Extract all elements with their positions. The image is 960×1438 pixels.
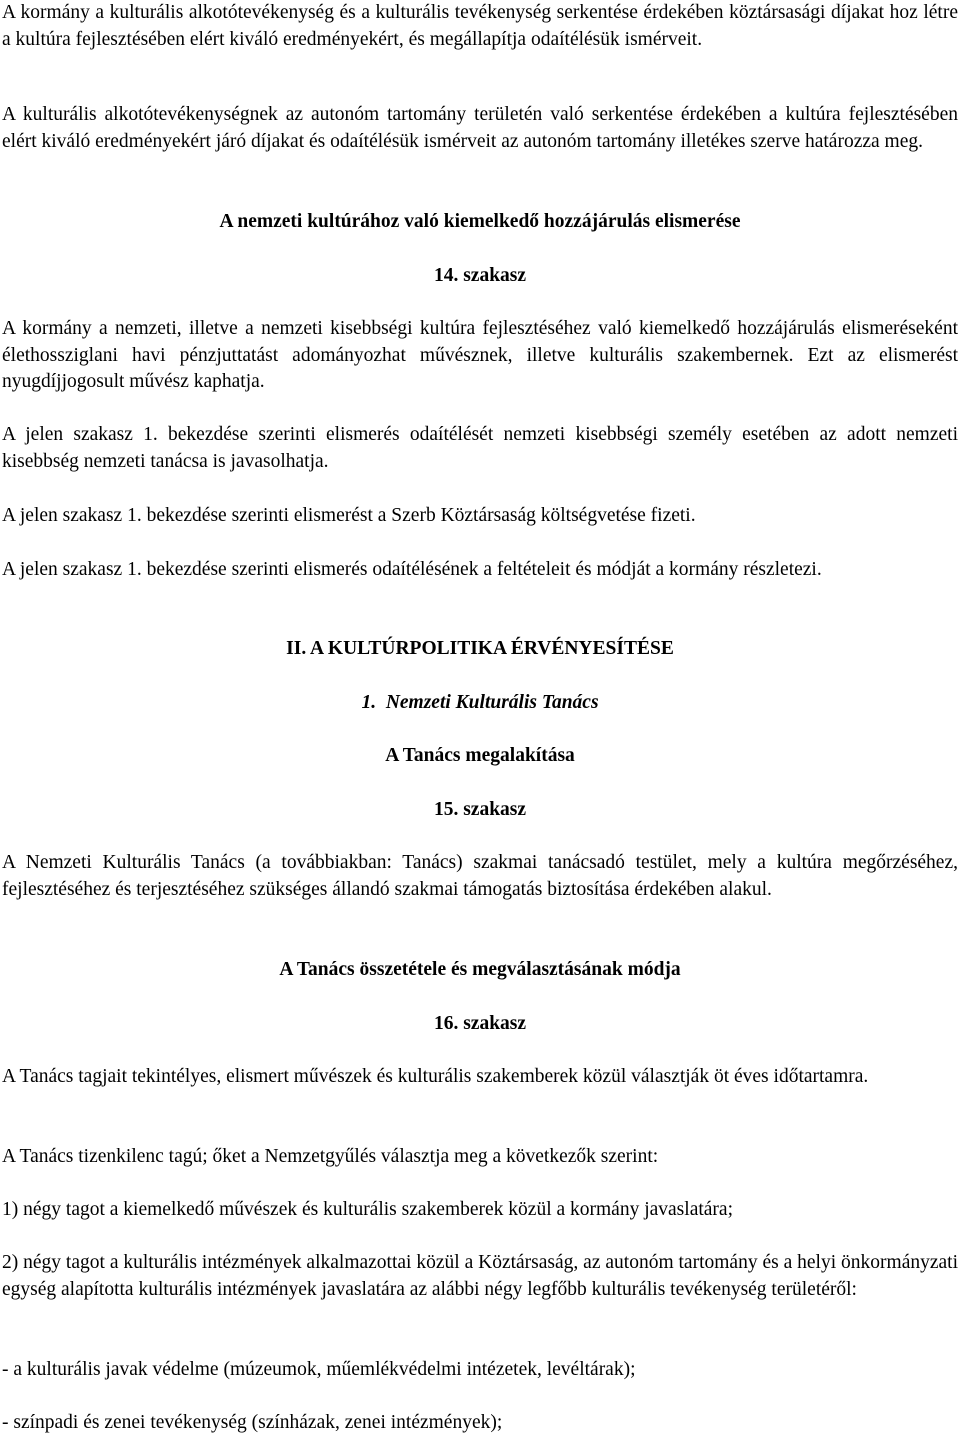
- section-14-title: [2, 209, 958, 236]
- section-16-number: [2, 1011, 958, 1038]
- section-heading: A nemzeti kultúrához való kiemelkedő hozzájárulás elismerése: [219, 211, 741, 232]
- paragraph-budget: [2, 503, 958, 530]
- paragraph-autonomous-province: [2, 102, 958, 155]
- paragraph-text: A Tanács tagjait tekintélyes, elismert művészek és kulturális szakemberek közül választják öt éves időtartamra.: [2, 1066, 869, 1087]
- paragraph-text: A Nemzeti Kulturális Tanács (a továbbiakban: Tanács) szakmai tanácsadó testület, mely a kultúra megőrzéséhez, fejlesztéséhez és terjesztéséhez szükséges állandó szakmai támogatás biztosítása érdekében alakul.: [2, 852, 958, 900]
- paragraph-text: A kormány a nemzeti, illetve a nemzeti kisebbségi kultúra fejlesztéséhez való kiemelkedő hozzájárulás elismeréseként élethossziglani havi pénzjuttatást adományozhat művésznek, illetve kulturális szakembernek. Ezt az elismerést nyugdíjjogosult művész kaphatja.: [2, 318, 958, 392]
- chapter-number: 1.: [361, 692, 377, 713]
- paragraph-conditions: [2, 557, 958, 584]
- paragraph-text: A jelen szakasz 1. bekezdése szerinti elismerés odaítélésének a feltételeit és módját a kormány részletezi.: [2, 559, 822, 580]
- paragraph-nineteen-members: [2, 1144, 958, 1171]
- part-heading: II. A KULTÚRPOLITIKA ÉRVÉNYESÍTÉSE: [286, 638, 674, 659]
- section-15-title: [2, 743, 958, 770]
- section-heading: A Tanács összetétele és megválasztásának módja: [279, 959, 681, 980]
- list-item-1: [2, 1197, 958, 1224]
- paragraph-awards: [2, 0, 958, 53]
- section-number: 14. szakasz: [433, 265, 527, 286]
- section-14-number: [2, 263, 958, 290]
- list-item-text: 2) négy tagot a kulturális intézmények alkalmazottai közül a Köztársaság, az autonóm tartomány és a helyi önkormányzati egység alapította kulturális intézmények javaslatára az alábbi négy legfőbb kulturális tevékenység területéről:: [2, 1252, 958, 1300]
- bullet-item-text: - színpadi és zenei tevékenység (színházak, zenei intézmények);: [2, 1412, 503, 1433]
- section-number: 16. szakasz: [433, 1013, 527, 1034]
- chapter-1-title: [2, 690, 958, 717]
- paragraph-members-term: [2, 1064, 958, 1091]
- paragraph-minority-nomination: [2, 422, 958, 475]
- bullet-item-cultural-heritage: [2, 1357, 958, 1384]
- list-item-text: 1) négy tagot a kiemelkedő művészek és kulturális szakemberek közül a kormány javaslatára;: [2, 1199, 733, 1220]
- paragraph-text: A Tanács tizenkilenc tagú; őket a Nemzetgyűlés választja meg a következők szerint:: [2, 1146, 659, 1167]
- list-item-2: [2, 1250, 958, 1303]
- section-15-number: [2, 797, 958, 824]
- paragraph-council-definition: [2, 850, 958, 903]
- paragraph-lifetime-allowance: [2, 316, 958, 396]
- bullet-item-text: - a kulturális javak védelme (múzeumok, műemlékvédelmi intézetek, levéltárak);: [2, 1359, 636, 1380]
- paragraph-text: A jelen szakasz 1. bekezdése szerinti elismerés odaítélését nemzeti kisebbségi személy esetében az adott nemzeti kisebbség nemzeti tanácsa is javasolhatja.: [2, 424, 958, 472]
- paragraph-text: A kulturális alkotótevékenységnek az autonóm tartomány területén való serkentése érdekében a kultúra fejlesztésében elért kiváló eredményekért járó díjakat és odaítélésük ismérveit az autonóm tartomány illetékes szerve határozza meg.: [2, 104, 958, 152]
- section-16-title: [2, 957, 958, 984]
- section-heading: A Tanács megalakítása: [385, 745, 575, 766]
- part-2-title: [2, 636, 958, 663]
- bullet-item-stage-music: [2, 1410, 958, 1437]
- paragraph-text: A kormány a kulturális alkotótevékenység és a kulturális tevékenység serkentése érdekében köztársasági díjakat hoz létre a kultúra fejlesztésében elért kiváló eredményekért, és megállapítja odaítélésük ismérveit.: [2, 2, 958, 50]
- paragraph-text: A jelen szakasz 1. bekezdése szerinti elismerést a Szerb Köztársaság költségvetése fizeti.: [2, 505, 696, 526]
- chapter-heading: [2, 690, 958, 717]
- chapter-title: Nemzeti Kulturális Tanács: [385, 692, 599, 713]
- section-number: 15. szakasz: [433, 799, 527, 820]
